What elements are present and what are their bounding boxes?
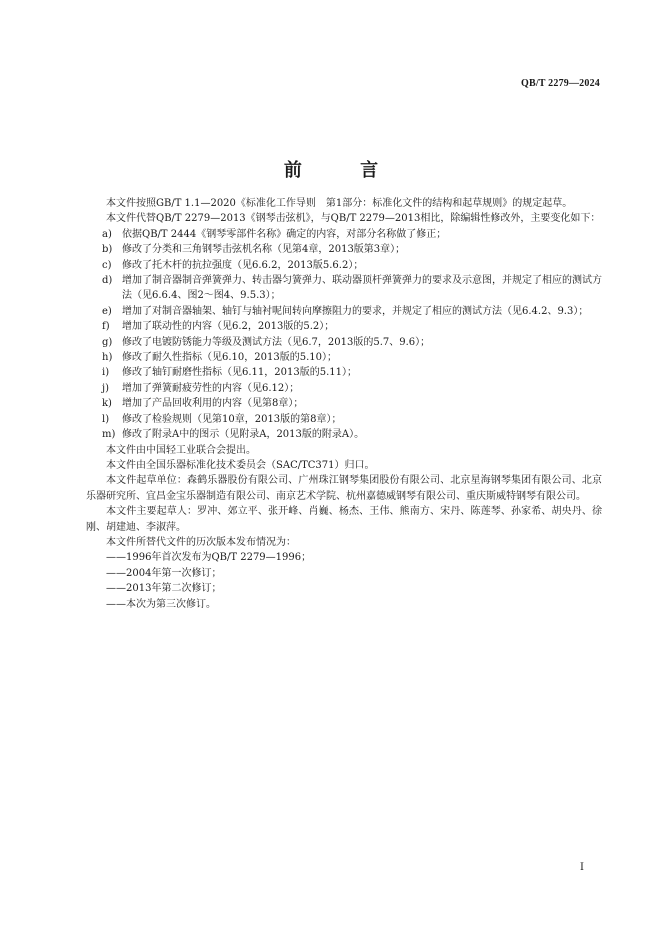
statement-paragraph: 本文件由中国轻工业联合会提出。	[106, 444, 256, 456]
history-item: ——1996年首次发布为QB/T 2279—1996；	[106, 552, 312, 564]
list-item-label: a)	[102, 228, 112, 240]
list-item-text: 修改了附录A中的图示（见附录A，2013版的附录A）。	[122, 429, 365, 441]
list-item-label: h)	[102, 352, 113, 364]
history-item: ——2004年第一次修订；	[106, 567, 222, 579]
foreword-body	[86, 196, 602, 612]
list-item-label: e)	[102, 305, 112, 317]
list-item-text: 修改了耐久性指标（见6.10，2013版的5.10）；	[122, 352, 337, 364]
list-item-label: g)	[102, 336, 113, 348]
drafting-units-paragraph: 本文件起草单位：森鹤乐器股份有限公司、广州珠江钢琴集团股份有限公司、北京星海钢琴集团有限公司、北京乐器研究所、宜昌金宝乐器制造有限公司、南京艺术学院、杭州嘉德威钢琴有限公司、重庆斯威特钢琴有限公司。	[86, 475, 602, 502]
history-item: ——2013年第二次修订；	[106, 583, 222, 595]
list-item	[86, 412, 602, 427]
list-item-text: 修改了托木杆的抗拉强度（见6.6.2，2013版5.6.2）；	[122, 259, 364, 271]
drafters-paragraph: 本文件主要起草人：罗冲、郊立平、张开峰、肖巍、杨杰、王伟、熊南方、宋丹、陈莲琴、孙家希、胡央丹、徐刚、胡建迪、李淑萍。	[86, 506, 602, 533]
list-item	[86, 335, 602, 350]
list-item	[86, 227, 602, 242]
list-item	[86, 427, 602, 442]
intro-paragraph: 本文件按照GB/T 1.1—2020《标准化工作导则 第1部分：标准化文件的结构和起草规则》的规定起草。	[106, 198, 573, 209]
list-item-label: m)	[102, 429, 116, 441]
list-item	[86, 365, 602, 380]
page-title: 前 言	[283, 160, 405, 181]
list-item-label: k)	[102, 398, 112, 410]
list-item-text: 修改了电镀防锈能力等级及测试方法（见6.7，2013版的5.7、9.6）；	[122, 336, 431, 348]
list-item-text: 依据QB/T 2444《钢琴零部件名称》确定的内容，对部分名称做了修正；	[122, 228, 447, 240]
statement-paragraph: 本文件由全国乐器标准化技术委员会（SAC/TC371）归口。	[106, 459, 375, 471]
list-item-label: f)	[102, 321, 110, 333]
list-item-label: i)	[102, 367, 110, 379]
list-item-label: l)	[102, 413, 110, 425]
list-item-label: d)	[102, 275, 113, 287]
list-item	[86, 396, 602, 411]
list-item-text: 修改了轴钉耐磨性指标（见6.11，2013版的5.11）；	[122, 367, 357, 379]
list-item-text: 增加了制音器制音弹簧弹力、转击器匀簧弹力、联动器顶杆弹簧弹力的要求及示意图，并规定了相应的测试方法（见6.6.4、图2～图4、9.5.3）；	[122, 275, 602, 302]
list-item	[86, 258, 602, 273]
list-item-text: 增加了弹簧耐疲劳性的内容（见6.12）；	[122, 382, 300, 394]
list-item	[86, 304, 602, 319]
list-item	[86, 273, 602, 304]
list-item-text: 增加了产品回收利用的内容（见第8章）；	[122, 398, 304, 410]
list-item-text: 增加了对制音器轴架、轴钉与轴衬呢间转向摩擦阻力的要求，并规定了相应的测试方法（见6.4.2、9.3）；	[122, 305, 589, 317]
list-item-label: b)	[102, 244, 113, 256]
list-item	[86, 319, 602, 334]
list-item-label: c)	[102, 259, 112, 271]
list-item-text: 修改了分类和三角钢琴击弦机名称（见第4章，2013版第3章）；	[122, 244, 406, 256]
list-item-text: 修改了检验规则（见第10章，2013版的第8章）；	[122, 413, 342, 425]
list-item-label: j)	[102, 382, 110, 394]
list-item-text: 增加了联动性的内容（见6.2，2013版的5.2）；	[122, 321, 335, 333]
intro-paragraph: 本文件代替QB/T 2279—2013《钢琴击弦机》，与QB/T 2279—2013相比，除编辑性修改外，主要变化如下：	[106, 213, 601, 225]
history-intro-paragraph: 本文件所替代文件的历次版本发布情况为：	[106, 536, 296, 548]
standard-code: QB/T 2279—2024	[520, 78, 600, 89]
history-item: ——本次为第三次修订。	[106, 598, 216, 610]
page-number: I	[580, 862, 584, 873]
list-item	[86, 242, 602, 257]
list-item	[86, 350, 602, 365]
list-item	[86, 381, 602, 396]
